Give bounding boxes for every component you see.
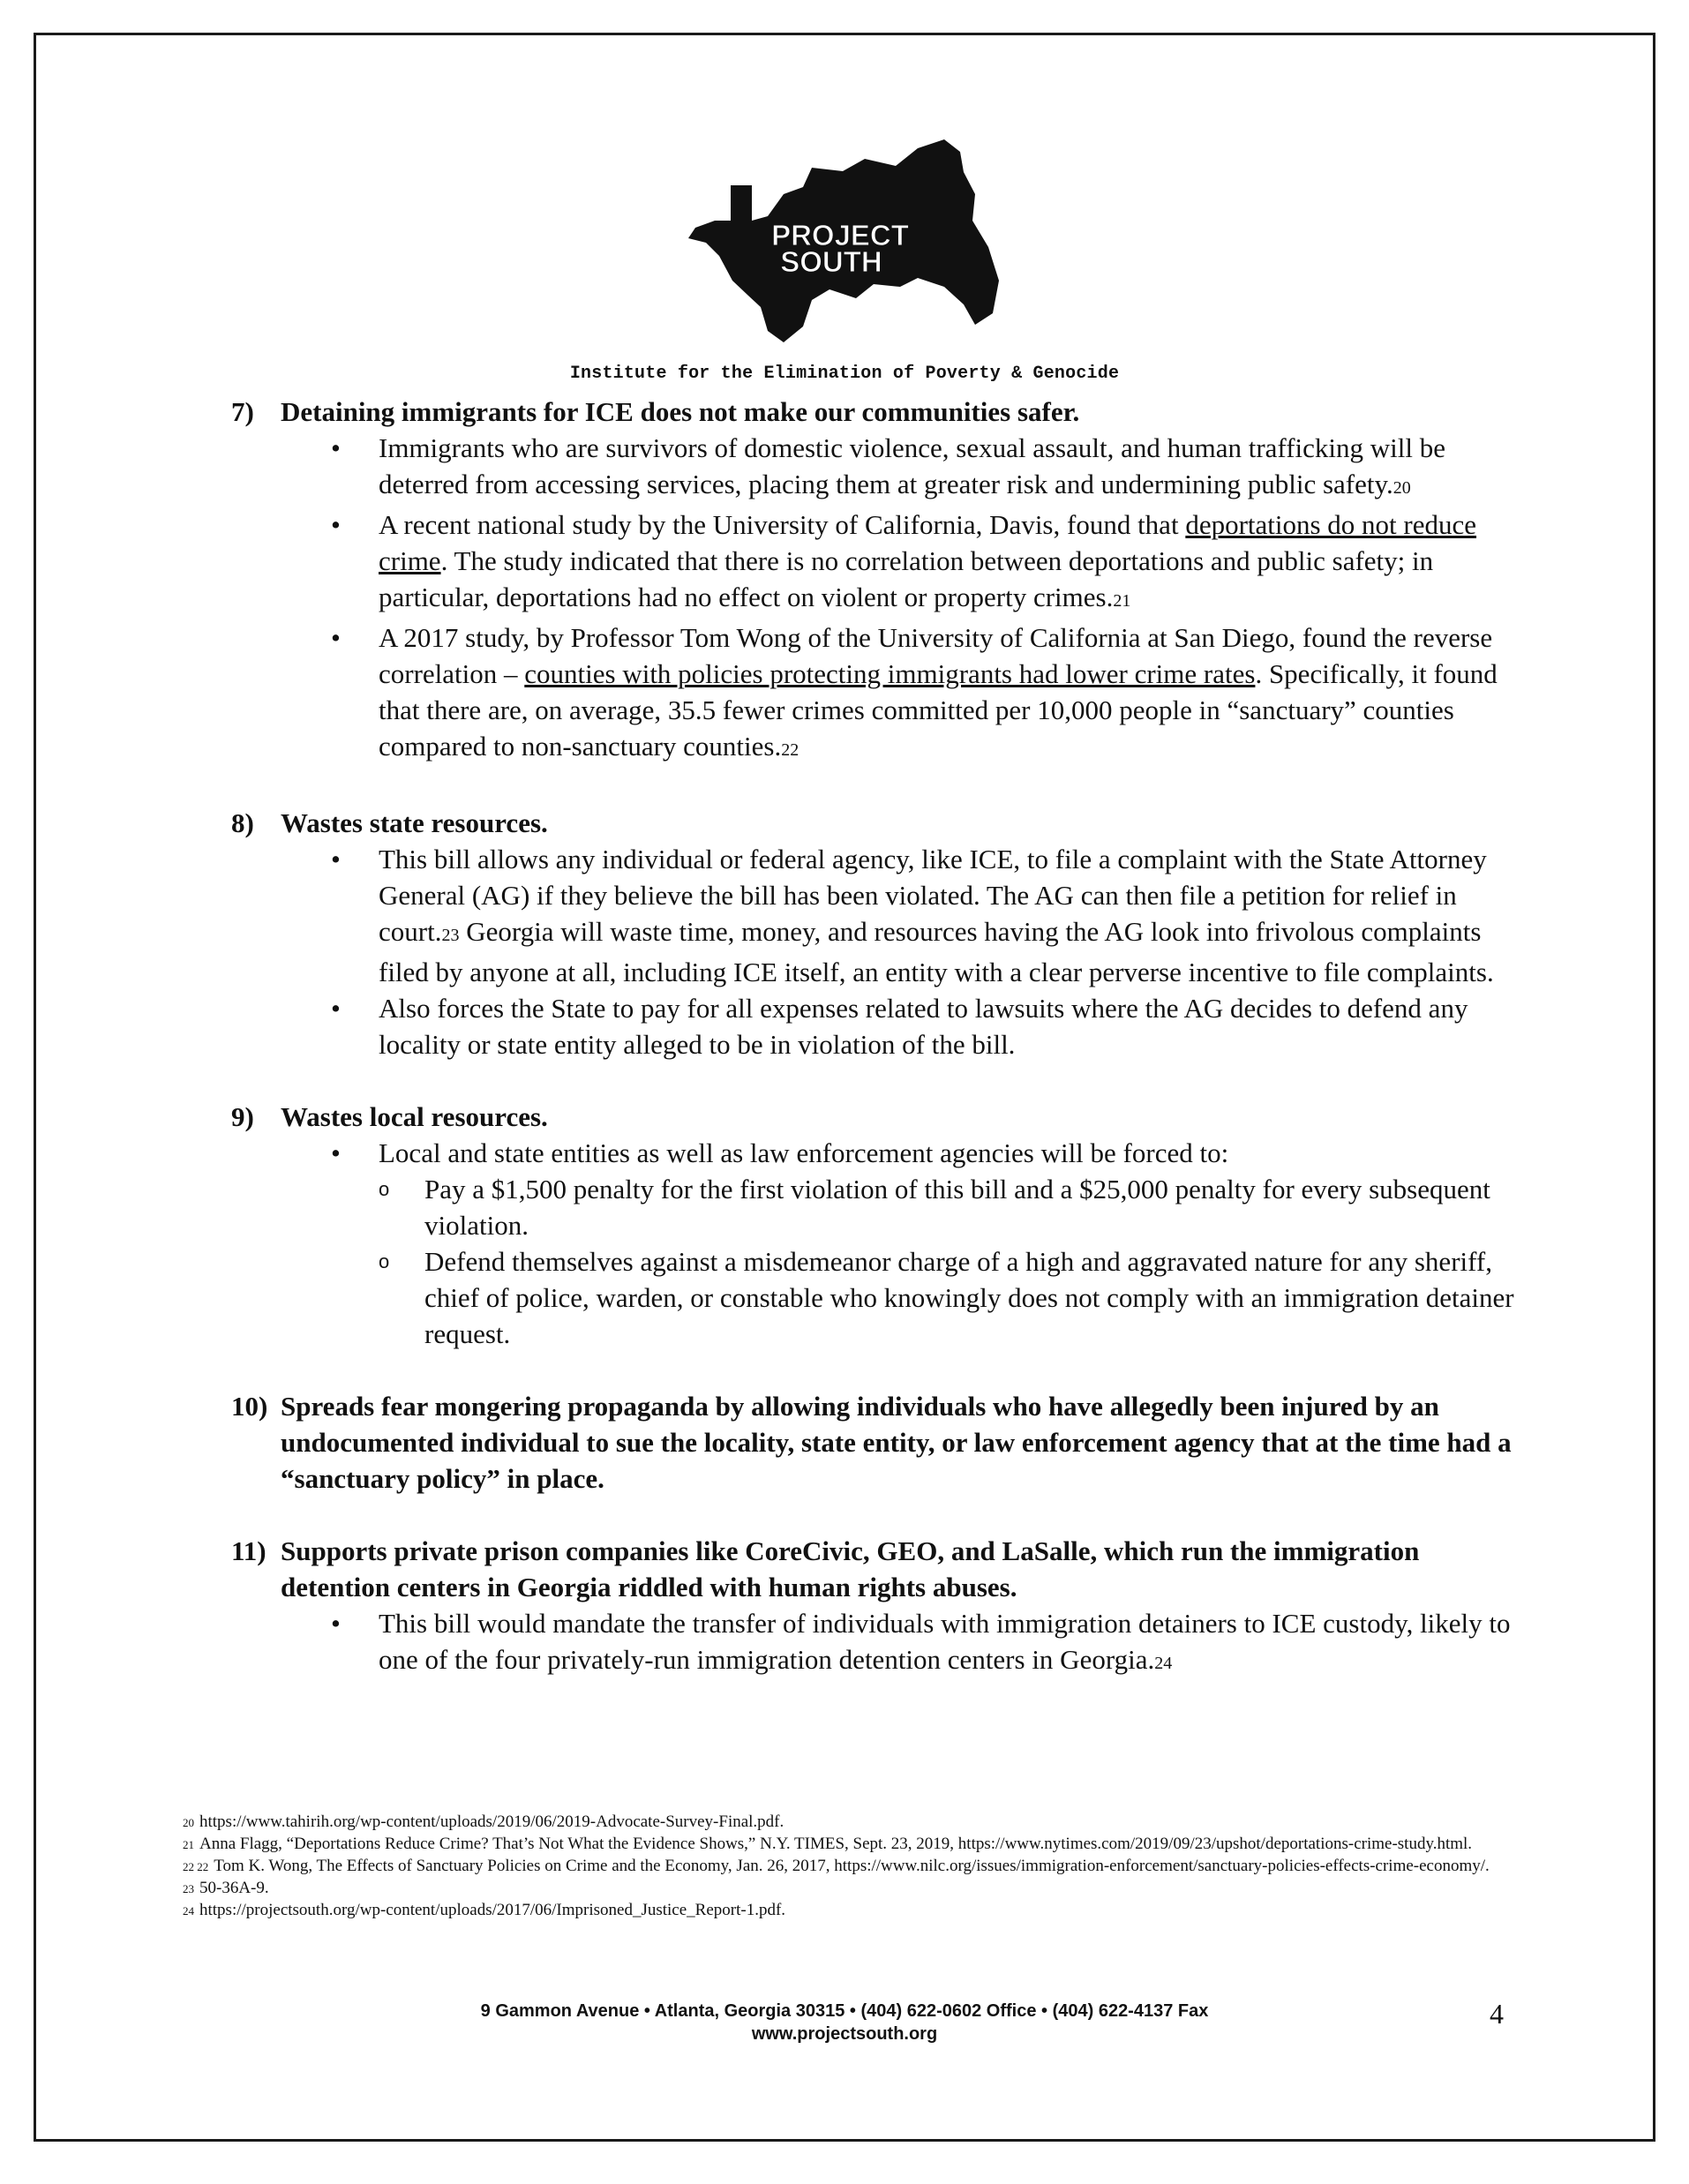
footnote-text: 50-36A-9. <box>199 1879 269 1897</box>
bullet-item: • Local and state entities as well as law enforcement agencies will be forced to: o Pay a $1,500 penalty for the first violation of this bill and a $25,000 penalty for every subsequent violation. o Defend themselves against a misdemeanor charge of a high and aggravated nature for any sheriff, chief of police, warden, or constable who knowingly does not comply with an immigration detainer request. <box>379 1135 1520 1352</box>
section-9 <box>231 1099 1520 1352</box>
section-8 <box>231 805 1520 1062</box>
address-line: 9 Gammon Avenue • Atlanta, Georgia 30315 • (404) 622-0602 Office • (404) 622-4137 Fax <box>480 2001 1209 2021</box>
bullet-list <box>281 1135 1520 1352</box>
footnote-ref: 24 <box>1154 1654 1173 1673</box>
footnote-ref: 22 <box>781 740 799 760</box>
footnote <box>183 1878 1524 1900</box>
footnote-number: 20 <box>183 1816 194 1829</box>
logo-text-project: PROJECT <box>771 219 909 251</box>
footnotes <box>183 1812 1524 1922</box>
footnote-ref: 21 <box>1113 591 1131 611</box>
document-body <box>231 394 1520 1718</box>
section-heading: Detaining immigrants for ICE does not make our communities safer. <box>281 396 1080 427</box>
footnote <box>183 1856 1524 1878</box>
website-link[interactable]: www.projectsouth.org <box>751 2024 938 2044</box>
footnote <box>183 1834 1524 1856</box>
footnote-text: Anna Flagg, “Deportations Reduce Crime? That’s Not What the Evidence Shows,” N.Y. TIMES, Sept. 23, 2019, https://www.nytimes.com/2019/09/23/upshot/deportations-crime-study.html. <box>199 1835 1473 1853</box>
institute-tagline: Institute for the Elimination of Poverty & Genocide <box>569 364 1120 384</box>
section-number: 8) <box>231 807 254 838</box>
footnote-number: 21 <box>183 1838 194 1851</box>
bullet-item: • Also forces the State to pay for all expenses related to lawsuits where the AG decides to defend any locality or state entity alleged to be in violation of the bill. <box>379 990 1520 1062</box>
project-south-logo <box>679 132 1015 349</box>
footnote-ref: 20 <box>1392 478 1411 498</box>
footnote-link[interactable]: https://www.tahirih.org/wp-content/uploads/2019/06/2019-Advocate-Survey-Final.pdf. <box>199 1812 784 1831</box>
section-number: 10) <box>231 1391 268 1422</box>
footnote-text: Tom K. Wong, The Effects of Sanctuary Policies on Crime and the Economy, Jan. 26, 2017, https://www.nilc.org/issues/immigration-enforcement/sanctuary-policies-effects-crime-economy/. <box>214 1857 1490 1875</box>
section-number: 11) <box>231 1535 266 1566</box>
section-heading: Spreads fear mongering propaganda by allowing individuals who have allegedly been injured by an undocumented individual to sue the locality, state entity, or law enforcement agency that at the time had a “sanctuary policy” in place. <box>281 1391 1512 1494</box>
footer-address <box>0 2000 1689 2045</box>
section-10 <box>231 1388 1520 1497</box>
bullet-list <box>281 1605 1520 1682</box>
underlined-link-text: counties with policies protecting immigrants had lower crime rates <box>524 658 1256 689</box>
section-heading: Wastes state resources. <box>281 807 548 838</box>
footnote <box>183 1812 1524 1834</box>
section-number: 9) <box>231 1101 254 1132</box>
page-number: 4 <box>1490 1998 1504 2030</box>
footnote-number: 22 22 <box>183 1860 209 1873</box>
bullet-list <box>281 430 1520 769</box>
section-11 <box>231 1533 1520 1682</box>
section-number: 7) <box>231 396 254 427</box>
footnote-number: 23 <box>183 1882 194 1895</box>
section-7 <box>231 394 1520 769</box>
bullet-list <box>281 841 1520 1062</box>
sub-bullet-item: o Defend themselves against a misdemeanor charge of a high and aggravated nature for any sheriff, chief of police, warden, or constable who knowingly does not comply with an immigration detainer request. <box>424 1243 1520 1352</box>
bullet-item: • A recent national study by the University of California, Davis, found that deportations do not reduce crime. The study indicated that there is no correlation between deportations and public safety; in particular, deportations had no effect on violent or property crimes.21 <box>379 507 1520 619</box>
section-heading: Wastes local resources. <box>281 1101 548 1132</box>
bullet-item: • Immigrants who are survivors of domestic violence, sexual assault, and human trafficking will be deterred from accessing services, placing them at greater risk and undermining public safety.20 <box>379 430 1520 507</box>
logo-text-south: SOUTH <box>780 245 882 278</box>
sub-bullet-list <box>379 1171 1520 1352</box>
sub-bullet-item: o Pay a $1,500 penalty for the first violation of this bill and a $25,000 penalty for every subsequent violation. <box>424 1171 1520 1243</box>
footnote-number: 24 <box>183 1904 194 1918</box>
footnote-ref: 23 <box>441 926 460 945</box>
bullet-item: • This bill would mandate the transfer of individuals with immigration detainers to ICE custody, likely to one of the four privately-run immigration detention centers in Georgia.24 <box>379 1605 1520 1682</box>
bullet-item: • This bill allows any individual or federal agency, like ICE, to file a complaint with the State Attorney General (AG) if they believe the bill has been violated. The AG can then file a petition for relief in court.23 Georgia will waste time, money, and resources having the AG look into frivolous complaints filed by anyone at all, including ICE itself, an entity with a clear perverse incentive to file complaints. <box>379 841 1520 990</box>
footnote <box>183 1900 1524 1922</box>
underlined-link-text: deportations do not reduce crime <box>379 509 1477 576</box>
section-heading: Supports private prison companies like CoreCivic, GEO, and LaSalle, which run the immigration detention centers in Georgia riddled with human rights abuses. <box>281 1535 1420 1602</box>
bullet-item: • A 2017 study, by Professor Tom Wong of the University of California at San Diego, found the reverse correlation – counties with policies protecting immigrants had lower crime rates. Specifically, it found that there are, on average, 35.5 fewer crimes committed per 10,000 people in “sanctuary” counties compared to non-sanctuary counties.22 <box>379 619 1520 769</box>
footnote-link[interactable]: https://projectsouth.org/wp-content/uploads/2017/06/Imprisoned_Justice_Report-1.pdf. <box>199 1901 786 1919</box>
